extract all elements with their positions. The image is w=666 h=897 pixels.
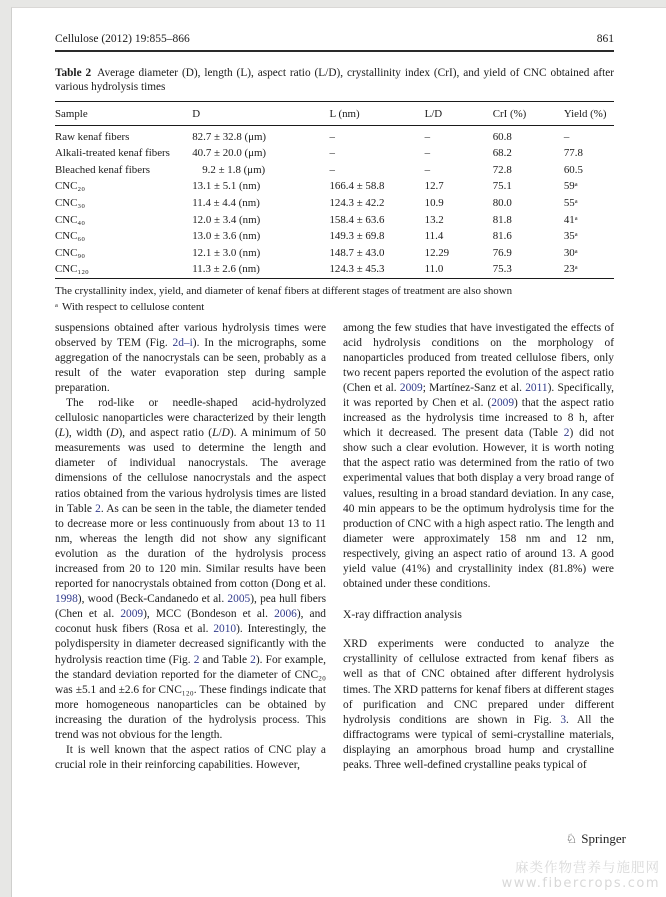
cell-l: 158.4 ± 63.6 bbox=[329, 213, 385, 226]
cell-yield: 60.5 bbox=[563, 163, 583, 176]
table-caption-text: Average diameter (D), length (L), aspect ratio (L/D), crystallinity index (CrI), and yield of CNC obtained after various hydrolysis times bbox=[55, 67, 615, 93]
cell-yield: 41ᵃ bbox=[563, 213, 578, 226]
column-header-l: L (nm) bbox=[329, 102, 424, 126]
cell-cri: 75.3 bbox=[492, 263, 512, 276]
cell-yield: 77.8 bbox=[563, 147, 583, 160]
footnote-text: With respect to cellulose content bbox=[61, 300, 205, 313]
cell-l: – bbox=[329, 147, 335, 160]
column-header-ld: L/D bbox=[425, 102, 493, 126]
section-heading: X-ray diffraction analysis bbox=[343, 608, 462, 622]
body-columns bbox=[55, 321, 614, 774]
cell-cri: 72.8 bbox=[492, 163, 512, 176]
citation-link[interactable]: 1998 bbox=[55, 593, 78, 606]
table-row bbox=[55, 261, 614, 278]
cell-sample: CNC₁₂₀ bbox=[55, 263, 89, 276]
cell-sample: CNC₆₀ bbox=[55, 230, 85, 243]
table-reference-link[interactable]: 2 bbox=[95, 502, 101, 515]
watermark bbox=[502, 860, 660, 892]
watermark-url: www.fibercrops.com bbox=[501, 876, 660, 891]
table-header-row bbox=[55, 102, 614, 126]
cell-cri: 81.6 bbox=[492, 230, 512, 243]
table-caption bbox=[55, 67, 614, 94]
cell-d: 40.7 ± 20.0 (μm) bbox=[192, 147, 267, 160]
table-reference-link[interactable]: 2 bbox=[250, 653, 256, 666]
figure-reference-link[interactable]: 2 bbox=[193, 653, 200, 666]
table-row bbox=[55, 126, 614, 145]
table-row bbox=[55, 228, 614, 245]
publisher-logo bbox=[566, 831, 626, 847]
journal-citation: Cellulose (2012) 19:855–866 bbox=[55, 33, 190, 45]
cell-cri: 80.0 bbox=[492, 197, 512, 209]
cell-ld: 12.29 bbox=[424, 246, 450, 259]
cell-l: 124.3 ± 45.3 bbox=[329, 263, 385, 276]
cell-l: 124.3 ± 42.2 bbox=[329, 197, 385, 209]
cell-cri: 75.1 bbox=[492, 180, 512, 193]
table-row bbox=[55, 178, 614, 195]
cell-sample: CNC₃₀ bbox=[55, 197, 85, 209]
cell-yield: 30ᵃ bbox=[563, 246, 578, 259]
cell-ld: 13.2 bbox=[424, 213, 444, 226]
cell-yield: 55ᵃ bbox=[563, 197, 578, 209]
cell-ld: 11.0 bbox=[424, 263, 444, 276]
table-row bbox=[55, 145, 614, 162]
table-label: Table 2 bbox=[55, 67, 92, 79]
cell-sample: CNC₄₀ bbox=[55, 213, 85, 226]
publisher-name: Springer bbox=[581, 831, 626, 846]
body-paragraph: suspensions obtained after various hydrolysis times were observed by TEM (Fig. 2d–i). In the micrographs, some aggregation of the nanocrystals can be seen, probably as a result of the water evaporation step during sample preparation. bbox=[55, 321, 327, 394]
citation-link[interactable]: 2006 bbox=[274, 608, 297, 621]
cell-ld: – bbox=[424, 163, 431, 176]
table-row bbox=[55, 161, 614, 178]
cell-yield: 35ᵃ bbox=[563, 230, 578, 243]
cell-l: 148.7 ± 43.0 bbox=[329, 246, 385, 259]
page-content bbox=[12, 8, 666, 773]
body-paragraph: among the few studies that have investigated the effects of acid hydrolysis conditions on the morphology of nanoparticles produced from treated cellulose fibers, only two recent papers reported the evolution of the aspect ratio (Chen et al. 2009; Martínez-Sanz et al. 2011). Specifically, it was reported by Chen et al. (2009) that the aspect ratio increased as the hydrolysis time increased to 8 h, after which it decreased. The present data (Table 2) did not show such a clear evolution. However, it is worth noting that the aspect ratio was determined from the ratio of two experimental values that both display a very broad range of values, resulting in a broad standard deviation. In any case, 40 min appears to be the optimum hydrolysis time for the production of CNC with a high aspect ratio. The length and diameter were approximately 158 nm and 12 nm, respectively, giving an aspect ratio of around 13. A good yield value (41%) and crystallinity index (81.8%) were obtained under these conditions. bbox=[343, 321, 615, 591]
cell-ld: – bbox=[424, 130, 431, 143]
table-reference-link[interactable]: 2 bbox=[563, 427, 570, 440]
cell-yield: 23ᵃ bbox=[563, 263, 578, 276]
cell-sample: Raw kenaf fibers bbox=[55, 130, 130, 143]
cell-d: 11.3 ± 2.6 (nm) bbox=[192, 263, 260, 276]
cell-yield: 59ᵃ bbox=[563, 180, 578, 193]
cell-l: 166.4 ± 58.8 bbox=[329, 180, 385, 193]
column-header-sample: Sample bbox=[55, 102, 192, 126]
right-column bbox=[343, 321, 614, 774]
left-column bbox=[55, 321, 326, 774]
table-note: The crystallinity index, yield, and diameter of kenaf fibers at different stages of treatment are also shown bbox=[55, 284, 513, 297]
header-divider bbox=[55, 50, 614, 52]
column-header-cri: CrI (%) bbox=[493, 102, 564, 126]
cell-ld: 10.9 bbox=[424, 197, 444, 209]
citation-link[interactable]: 2009 bbox=[491, 396, 515, 409]
cell-sample: Bleached kenaf fibers bbox=[55, 163, 150, 176]
cell-d: 12.0 ± 3.4 (nm) bbox=[192, 213, 261, 226]
citation-link[interactable]: 2010 bbox=[213, 623, 237, 636]
cell-d: 9.2 ± 1.8 (μm) bbox=[202, 163, 266, 176]
cell-d: 13.1 ± 5.1 (nm) bbox=[192, 180, 261, 193]
cell-cri: 76.9 bbox=[492, 246, 512, 259]
cell-cri: 68.2 bbox=[492, 147, 512, 160]
citation-link[interactable]: 2005 bbox=[227, 593, 251, 606]
citation-link[interactable]: 2011 bbox=[525, 381, 548, 394]
cell-cri: 60.8 bbox=[492, 130, 512, 143]
cell-d: 13.0 ± 3.6 (nm) bbox=[192, 230, 261, 243]
table-footnote bbox=[55, 301, 614, 313]
page-header bbox=[55, 33, 614, 45]
cell-ld: 12.7 bbox=[424, 180, 444, 193]
cell-d: 82.7 ± 32.8 (μm) bbox=[192, 130, 267, 143]
results-table bbox=[55, 101, 614, 278]
watermark-text-cn: 麻类作物营养与施肥网 bbox=[515, 860, 660, 876]
cell-cri: 81.8 bbox=[492, 213, 512, 226]
paper-page bbox=[11, 7, 666, 897]
cell-d: 11.4 ± 4.4 (nm) bbox=[192, 197, 260, 209]
table-row bbox=[55, 211, 614, 228]
table-row bbox=[55, 195, 614, 212]
page-number: 861 bbox=[596, 33, 614, 45]
cell-l: 149.3 ± 69.8 bbox=[329, 230, 385, 243]
cell-l: – bbox=[329, 163, 335, 176]
figure-reference-link[interactable]: 2d–i bbox=[172, 336, 193, 349]
body-paragraph: XRD experiments were conducted to analyze the crystallinity of cellulose extracted from kenaf fibers as well as that of CNC obtained after different hydrolysis times. The XRD patterns for kenaf fibers at different stages of purification and CNC prepared under different hydrolysis conditions are shown in Fig. 3. All the diffractograms were typical of semi-crystalline materials, displaying an amorphous broad hump and crystalline peaks. Three well-defined crystalline peaks typical of bbox=[343, 638, 615, 772]
cell-ld: – bbox=[424, 147, 431, 160]
column-header-d: D bbox=[192, 102, 329, 126]
cell-sample: CNC₉₀ bbox=[55, 246, 85, 259]
column-header-yield: Yield (%) bbox=[564, 102, 614, 126]
figure-reference-link[interactable]: 3 bbox=[560, 713, 567, 726]
cell-sample: Alkali-treated kenaf fibers bbox=[55, 147, 170, 160]
body-paragraph: It is well known that the aspect ratios of CNC play a crucial role in their reinforcing capabilities. However, bbox=[55, 744, 326, 772]
citation-link[interactable]: 2009 bbox=[399, 381, 423, 394]
body-paragraph: The rod-like or needle-shaped acid-hydrolyzed cellulosic nanoparticles were characterized by their length (L), width (D), and aspect ratio (L/D). A minimum of 50 measurements was used to determine the length and diameter of individual nanocrystals. The average dimensions of the cellulose nanocrystals and the aspect ratios obtained from the various hydrolysis times are listed in Table 2. As can be seen in the table, the diameter tended to decrease more or less continuously from about 13 to 11 nm, whereas the length did not show any significant evolution as the duration of the hydrolysis process increased from 20 to 120 min. Similar results have been reported for nanocrystals obtained from cotton (Dong et al. 1998), wood (Beck-Candanedo et al. 2005), pea hull fibers (Chen et al. 2009), MCC (Bondeson et al. 2006), and coconut husk fibers (Rosa et al. 2010). Interestingly, the polydispersity in diameter decreased significantly with the hydrolysis reaction time (Fig. 2 and Table 2). For example, the standard deviation reported for the diameter of CNC₂₀ was ±5.1 and ±2.6 for CNC₁₂₀. These findings indicate that more homogeneous nanoparticles can be obtained by increasing the duration of the hydrolysis process. This trend was not obvious for the length. bbox=[55, 396, 326, 742]
citation-link[interactable]: 2009 bbox=[120, 608, 144, 621]
cell-sample: CNC₂₀ bbox=[55, 180, 85, 193]
table-row bbox=[55, 244, 614, 261]
footnote-marker: ᵃ bbox=[55, 300, 58, 313]
cell-l: – bbox=[329, 130, 335, 143]
springer-horse-icon: ♘ bbox=[565, 831, 578, 847]
cell-ld: 11.4 bbox=[424, 230, 444, 243]
cell-yield: – bbox=[563, 130, 570, 143]
cell-d: 12.1 ± 3.0 (nm) bbox=[192, 246, 261, 259]
